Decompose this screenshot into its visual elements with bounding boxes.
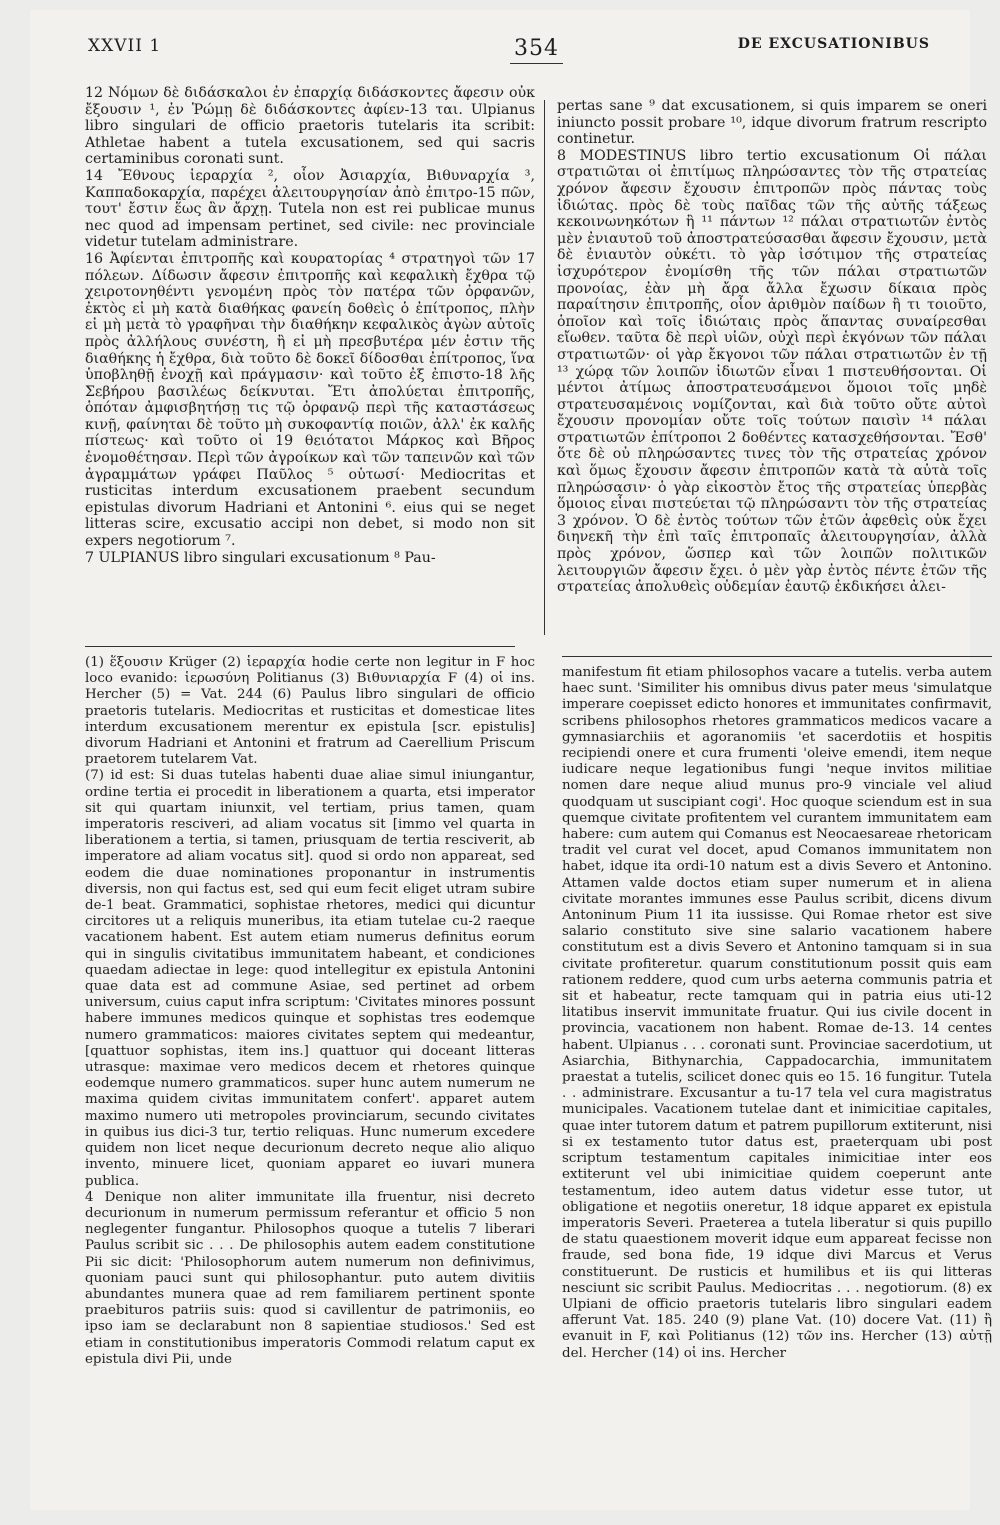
footnote: (7) id est: Si duas tutelas habenti duae aliae simul iniungantur, ordine tertia ei procedit in liberationem a quarta, etsi imperator sit qui quartam iniunxit, vel tertiam, prius tamen, quam imperatoris resciveri, ad aliam vocatus sit [immo vel quarta in liberationem a tertia, si tamen, priusquam de tertia resciverit, ab imperatore ad aliam vocatus sit]. quod si ordo non appareat, sed eodem die duae nominationes proponantur in instrumentis diversis, non qui factus est, sed qui eum fecit eliget utram subire de-1 beat. Grammatici, sophistae rhetores, medici qui dicuntur circitores ut a reliquis muneribus, ita etiam tutelae cu-2 raeque vacationem habent. Est autem etiam numerus definitus eorum qui in singulis civitatibus immunitatem habeant, et condiciones quaedam adiectae in lege: quod intellegitur ex epistula Antonini quae data est ad commune Asiae, sed pertinet ad orbem universum, cuius caput infra scriptum: 'Civitates minores possunt habere immunes medicos quinque et sophistas tres eodemque numero grammaticos: maiores civitates septem qui medeantur, [quattuor sophistas, item ins.] quattuor qui doceant litteras utrasque: maximae vero medicos decem et rhetores quinque eodemque numero grammaticos. super hunc autem numerum ne maxima quidem civitas immunitatem confert'. apparet autem maximo numero uti metropoles provinciarum, secundo civitates in quibus ius dici-3 tur, tertio reliquas. Hunc numerum excedere quidem non licet neque decurionum decreto neque alio aliquo invento, minuere licet, quoniam apparet eo iuvari munera publica. (85, 768, 535, 1189)
footnote: (1) ἕξουσιν Krüger (2) ἱεραρχία hodie certe non legitur in F hoc loco evanido: ἱερωσύνη Politianus (3) Βιθυνιαρχία F (4) οἱ ins. Hercher (5) = Vat. 244 (6) Paulus libro singulari de officio praetoris tutelaris. Mediocritas et rusticitas et domesticae lites interdum excusationem merentur ex epistula [scr. epistulis] divorum Hadriani et Antonini et fratrum ad Caerellium Priscum praetorem tutelarem Vat. (85, 655, 535, 768)
paragraph: 7 ULPIANUS libro singulari excusationum ⁸ Pau- (85, 549, 436, 566)
paragraph: 14 Ἔθνους ἱεραρχία ², οἷον Ἀσιαρχία, Βιθυναρχία ³, Καππαδοκαρχία, παρέχει ἀλειτουργησίαν ἀπὸ ἐπιτρο-15 πῶν, τουτ' ἔστιν ἕως ἂν ἄρχῃ. Tutela non est rei publicae munus nec quod ad impensam pertinet, sed civile: nec provinciale videtur tutelam administrare. (85, 167, 535, 251)
paragraph: 12 Νόμων δὲ διδάσκαλοι ἐν ἐπαρχίᾳ διδάσκοντες ἄφεσιν οὐκ ἔξουσιν ¹, ἐν Ῥώμῃ δὲ διδάσκοντες ἀφίεν-13 ται. Ulpianus libro singulari de officio praetoris tutelaris ita scribit: Athletae habent a tutela excusationem, sed qui sacris certaminibus coronati sunt. (85, 85, 535, 168)
footnote-rule-right (562, 656, 992, 657)
footnote-rule-left (85, 646, 515, 647)
footnotes-left-column (85, 655, 535, 1503)
main-text-left-column (85, 85, 535, 625)
page-number: 354 (510, 36, 563, 64)
paragraph: 8 MODESTINUS libro tertio excusationum Οἱ πάλαι στρατιῶται οἱ ἐπιτίμως πληρώσαντες τὸν τῆς στρατείας χρόνον ἄφεσιν ἔχουσιν ἐπιτροπῶν πρὸς πάντας τοὺς ἰδιώτας. πρὸς δὲ τοὺς παῖδας τῶν τῆς αὐτῆς τάξεως κεκοινωνηκότων ἢ ¹¹ πάντων ¹² πάλαι στρατιωτῶν ἐντὸς μὲν ἐνιαυτοῦ τοῦ ἀποστρατεύσασθαι ἄφεσιν ἔχουσιν, μετὰ δὲ ἐνιαυτὸν οὐκέτι. τὸ γὰρ ἰσότιμον τῆς στρατείας ἰσχυρότερον ἐνομίσθη τῆς τῶν πάλαι στρατιωτῶν προνοίας, ἐὰν μὴ ἄρα ἄλλα ἔχωσιν δίκαια πρὸς παραίτησιν ἐπιτροπῆς, οἷον ἀριθμὸν παίδων ἢ τι τοιοῦτο, ὁποῖον καὶ τοῖς ἰδιώταις πρὸς ἅπαντας συναίρεσθαι εἴωθεν. ταῦτα δὲ περὶ υἱῶν, οὐχὶ περὶ ἐκγόνων τῶν πάλαι στρατιωτῶν· οἱ γὰρ ἔκγονοι τῶν πάλαι στρατιωτῶν ἐν τῇ ¹³ χώρᾳ τῶν λοιπῶν ἰδιωτῶν εἶναι 1 πιστευθήσονται. Οἱ μέντοι ἀτίμως ἀποστρατευσάμενοι ὅμοιοι τοῖς μηδὲ στρατευσαμένοις νομίζονται, καὶ διὰ τοῦτο οὔτε αὐτοὶ ἔχουσιν προνομίαν οὔτε τοῖς τούτων παισὶν ¹⁴ πάλαι στρατιωτῶν ἐπίτροποι 2 δοθέντες κατασχεθήσονται. Ἔσθ' ὅτε δὲ οὐ πληρώσαντες τινες τὸν τῆς στρατείας χρόνον καὶ ὅμως ἔχουσιν ἄφεσιν ἐπιτροπῶν κατὰ τὰ αὐτὰ τοῖς πληρώσασιν· ὁ γὰρ εἰκοστὸν ἔτος τῆς στρατείας ὑπερβὰς ὅμοιος εἶναι πιστεύεται τῷ πληρώσαντι τὸν τῆς στρατείας 3 χρόνον. Ὁ δὲ ἐντὸς τούτων τῶν ἐτῶν ἀφεθεὶς οὐκ ἔχει διηνεκῆ τὴν ἐπὶ ταῖς ἐπιτροπαῖς ἀλειτουργησίαν, ἀλλὰ πρὸς χρόνον, ὥσπερ καὶ τῶν λοιπῶν πολιτικῶν λειτουργιῶν ἄφεσιν ἔχει. ὁ μὲν γὰρ ἐντὸς πέντε ἐτῶν τῆς στρατείας ἀπολυθεὶς οὐδεμίαν ἑαυτῷ ἐκδικήσει ἀλει- (557, 147, 987, 596)
paragraph: 16 Ἀφίενται ἐπιτροπῆς καὶ κουρατορίας ⁴ στρατηγοὶ τῶν 17 πόλεων. Δίδωσιν ἄφεσιν ἐπιτροπῆς καὶ κεφαλικὴ ἔχθρα τῷ χειροτονηθέντι γενομένη πρὸς τὸν πατέρα τῶν ὀρφανῶν, ἐκτὸς εἰ μὴ κατὰ διαθήκας φανείη δοθεὶς ὁ ἐπίτροπος, πλὴν εἰ μὴ μετὰ τὸ γραφῆναι τὴν διαθήκην κεφαλικὸς ἀγὼν αὐτοῖς πρὸς ἀλλήλους συνέστη, ἢ εἰ μὴ πρεσβυτέρα μέν ἐστιν τῆς διαθήκης ἡ ἔχθρα, διὰ τοῦτο δὲ δοκεῖ δίδοσθαι ἐπίτροπος, ἵνα ὑποβληθῇ ἐνοχῇ καὶ πράγμασιν· καὶ τοῦτο ἐξ ἐπιστο-18 λῆς Σεβήρου βασιλέως δείκνυται. Ἔτι ἀπολύεται ἐπιτροπῆς, ὁπόταν ἀμφισβητήσῃ τις τῷ ὀρφανῷ περὶ τῆς καταστάσεως κινῇ, φαίνηται δὲ τοῦτο μὴ συκοφαντίᾳ ποιῶν, ἀλλ' ἐκ καλῆς πίστεως· καὶ τοῦτο οἱ 19 θειότατοι Μάρκος καὶ Βῆρος ἐνομοθέτησαν. Περὶ τῶν ἀγροίκων καὶ τῶν ταπεινῶν καὶ τῶν ἀγραμμάτων γράφει Παῦλος ⁵ οὑτωσί· Mediocritas et rusticitas interdum excusationem praebent secundum epistulas divorum Hadriani et Antonini ⁶. eius qui se neget litteras scire, excusatio accipi non debet, si modo non sit expers negotiorum ⁷. (85, 250, 535, 550)
chapter-marker: XXVII 1 (88, 36, 162, 56)
column-divider (544, 100, 545, 635)
paragraph: pertas sane ⁹ dat excusationem, si quis imparem se oneri iniuncto possit probare ¹⁰, idque divorum fratrum rescripto continetur. (557, 98, 987, 148)
footnotes-right-column (562, 665, 992, 1480)
footnote: manifestum fit etiam philosophos vacare a tutelis. verba autem haec sunt. 'Similiter his omnibus divus pater meus 'simulatque imperare coepisset edicto honores et immunitates confirmavit, scribens philosophos rhetores grammaticos medicos vacare a gymnasiarchiis et agoranomiis 'et sacerdotiis et hospitis recipiendi onere et cura frumenti 'oleive emendi, item neque iudicare neque legationibus fungi 'neque invitos militiae nomen dare neque aliud munus pro-9 vinciale vel aliud quodquam ut suscipiant cogi'. Hoc quoque sciendum est in sua quemque civitate profitentem vel curantem immunitatem eam habere: cum autem qui Comanus est Neocaesareae rhetoricam tradit vel curat vel docet, apud Comanos immunitatem non habet, idque ita ordi-10 natum est a divis Severo et Antonino. Attamen valde doctos etiam super numerum et in aliena civitate morantes immunes esse Paulus scribit, dicens divum Antoninum Pium 11 ita iussisse. Qui Romae rhetor est sive salario constituto sive sine salario vacationem habere constitutum est a divis Severo et Antonino tamquam si in sua civitate profiteretur. quarum constitutionum possit quis eam rationem reddere, quod cum urbs aeterna communis patria et sit et habeatur, recte tamquam qui in patria eius uti-12 litatibus inservit immunitate fruatur. Qui ius civile docent in provincia, vacationem non habent. Romae de-13. 14 centes habent. Ulpianus . . . coronati sunt. Provinciae sacerdotium, ut Asiarchia, Bithynarchia, Cappadocarchia, immunitatem praestat a tutelis, scilicet donec quis eo 15. 16 fungitur. Tutela . . administrare. Excusantur a tu-17 tela vel cura magistratus municipales. Vacationem tutelae dant et inimicitiae capitales, quae inter tutorem datum et patrem pupillorum extiterunt, nisi si ex testamento tutor datus est, praeterquam ubi post scriptum testamentum capitales inimicitiae inter eos extiterunt vel ubi inimicitiae quidem coeperunt ante testamentum, ideo autem datus videtur esse tutor, ut obligatione et negotiis oneretur, 18 idque apparet ex epistula imperatoris Severi. Praeterea a tutela liberatur si quis pupillo de statu quaestionem moverit idque eum appareat fecisse non fraude, sed bona fide, 19 idque divi Marcus et Verus constituerunt. De rusticis et humilibus et iis qui litteras nesciunt sic scribit Paulus. Mediocritas . . . negotiorum. (8) ex Ulpiani de officio praetoris tutelaris libro singulari eadem afferunt Vat. 185. 240 (9) plane Vat. (10) docere Vat. (11) ἢ evanuit in F, καὶ Politianus (12) τῶν ins. Hercher (13) αὐτῇ del. Hercher (14) οἱ ins. Hercher (562, 665, 992, 1361)
footnote: 4 Denique non aliter immunitate illa fruentur, nisi decreto decurionum in numerum permissum referantur et officio 5 non neglegenter fungantur. Philosophos quoque a tutelis 7 liberari Paulus scribit sic . . . De philosophis autem eadem constitutione Pii sic dicit: 'Philosophorum autem numerum non definivimus, quoniam pauci sunt qui philosophantur. puto autem divitiis abundantes munera quae ad rem familiarem pertinent sponte praebituros patriis suis: quod si cavillentur de patrimoniis, eo ipso iam se declarabunt non 8 sapientiae studiosos.' Sed est etiam in constitutionibus imperatoris Commodi relatum caput ex epistula divi Pii, unde (85, 1189, 535, 1367)
running-title: DE EXCUSATIONIBUS (737, 36, 930, 52)
book-page (30, 10, 992, 1510)
main-text-right-column (557, 98, 987, 635)
